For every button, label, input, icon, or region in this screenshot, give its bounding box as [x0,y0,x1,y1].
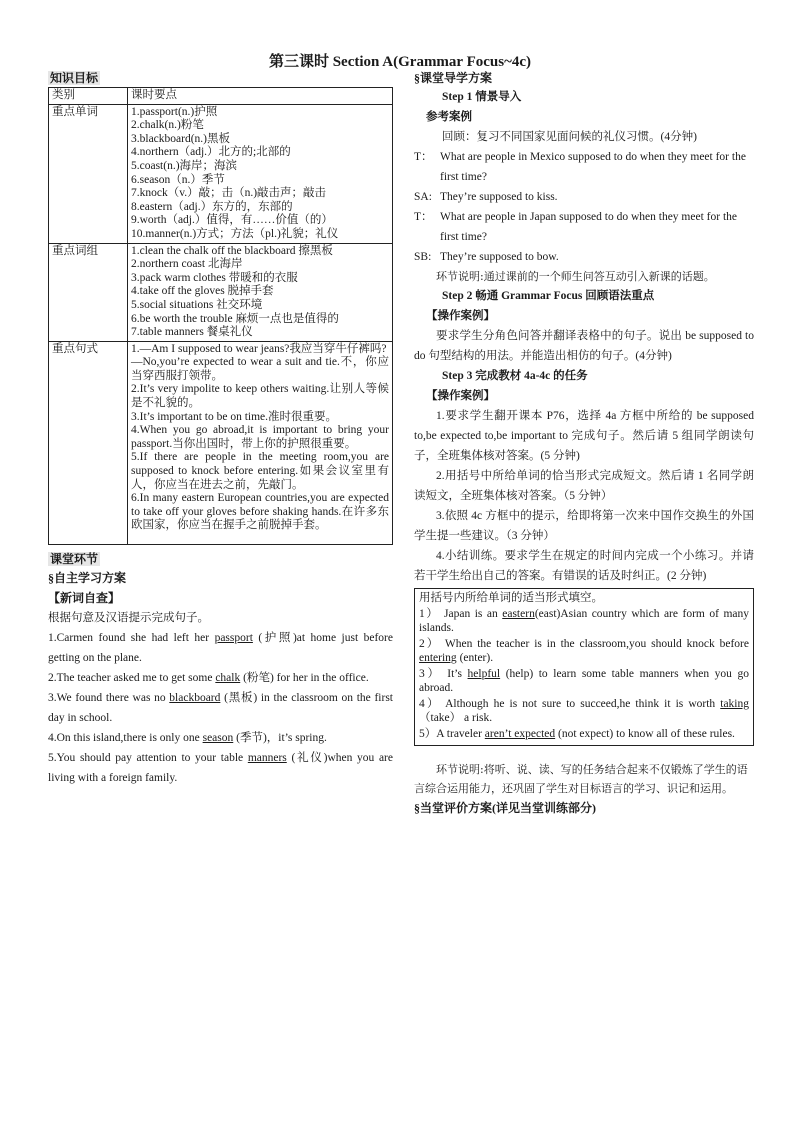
box-item: 1） Japan is an eastern(east)Asian country which are form of many islands. [419,608,749,634]
sentence-item: 6.In many eastern European countries,you are expected to take off your gloves before shaking hands.在许多东欧国家，你应当在握手之前脱掉手套。 [131,492,389,532]
word-item: 9.worth（adj.）值得，有……价值（的） [131,214,333,227]
knowledge-heading: 知识目标 [50,71,99,85]
speaker: SB: [414,251,432,263]
word-item: 8.eastern（adj.）东方的，东部的 [131,200,293,213]
speaker: T： [414,211,433,223]
table-row-sentences [49,341,393,544]
sentence-item: 3.It’s important to be on time.准时很重要。 [131,410,338,423]
step2-heading: Step 2 畅通 Grammar Focus 回顾语法重点 [442,290,655,302]
exercise-instruction: 根据句意及汉语提示完成句子。 [48,612,209,624]
exercise-answer: manners [247,752,287,764]
word-item: 4.northern（adj.）北方的;北部的 [131,146,291,159]
box-item: 4） Although he is not sure to succeed,he think it is worth taking（take） a risk. [419,698,749,724]
word-item: 6.season（n.）季节 [131,173,225,186]
exercise-answer: passport [214,632,253,644]
sentence-item: 2.It’s very impolite to keep others waiting.让别人等候是不礼貌的。 [131,383,389,410]
step1-heading: Step 1 情景导入 [442,91,522,103]
dialogue-line: SB: They’re supposed to bow. [414,247,754,267]
op-case-heading: 【操作案例】 [426,310,495,322]
box-answer: eastern [502,608,535,620]
table-row-words [49,104,393,243]
knowledge-table [48,87,393,545]
word-item: 5.coast(n.)海岸；海滨 [131,159,238,172]
box-item: 3） It’s helpful (help) to learn some table manners when you go abroad. [419,668,749,694]
exercise-answer: chalk [215,672,241,684]
exercise-answer: blackboard [169,692,221,704]
review-text: 回顾：复习不同国家见面问候的礼仪习惯。(4分钟) [442,131,697,143]
table-header-points: 课时要点 [128,88,393,105]
word-item: 3.blackboard(n.)黑板 [131,132,230,145]
phrases-list [128,243,393,341]
phrase-item: 4.take off the gloves 脱掉手套 [131,285,274,298]
section-note: 环节说明:将听、说、读、写的任务结合起来不仅锻炼了学生的语言综合运用能力，还巩固了学生对目标语言的学习、识记和运用。 [414,763,748,795]
left-column [48,70,393,788]
step3-item: 1.要求学生翻开课本 P76，选择 4a 方框中所给的 be supposed to,be expected to,be important to 完成句子。然后请 5 组同学朗读句子，全班集体核对答案。(5 分钟) [414,410,754,462]
table-header-row [49,88,393,105]
exercise-item: 3.We found there was no blackboard (黑板) in the classroom on the first day in school. [48,692,393,724]
ref-case-heading: 参考案例 [426,111,472,123]
step3-item: 2.用括号中所给单词的恰当形式完成短文。然后请 1 名同学朗读短文，全班集体核对答案。（5 分钟） [414,470,754,502]
words-list [128,104,393,243]
word-item: 2.chalk(n.)粉笔 [131,119,204,132]
step2-text: 要求学生分角色问答并翻译表格中的句子。说出 be supposed to do 句型结构的用法。并能造出相仿的句子。(4分钟) [414,330,754,362]
exercise-item: 4.On this island,there is only one season (季节)，it’s spring. [48,732,327,744]
new-words-heading: 【新词自查】 [48,591,121,605]
sentence-item: 5.If there are people in the meeting room,you are supposed to knock before entering.如果会议室里有人，你应当在进去之前，先敲门。 [131,451,389,491]
box-item: 5）A traveler aren’t expected (not expect) to know all of these rules. [419,728,735,740]
eval-heading: §当堂评价方案(详见当堂训练部分) [414,801,596,815]
category-phrases: 重点词组 [49,243,128,341]
guide-heading: §课堂导学方案 [414,71,493,85]
phrase-item: 6.be worth the trouble 麻烦一点也是值得的 [131,312,339,325]
step3-item: 4.小结训练。要求学生在规定的时间内完成一个小练习。并请若干学生给出自己的答案。有错误的话及时纠正。(2 分钟) [414,550,754,582]
sentence-item: 4.When you go abroad,it is important to bring your passport.当你出国时，带上你的护照很重要。 [131,424,389,450]
box-title: 用括号内所给单词的适当形式填空。 [419,592,603,604]
dialogue-line: SA: They’re supposed to kiss. [414,187,754,207]
sentence-item: 1.—Am I supposed to wear jeans?我应当穿牛仔裤吗? [131,342,387,355]
dialogue-line: T： What are people in Mexico supposed to do when they meet for the first time? [414,147,754,187]
dialogue-line: T： What are people in Japan supposed to do when they meet for the first time? [414,207,754,247]
word-item: 1.passport(n.)护照 [131,105,218,118]
word-item: 10.manner(n.)方式；方法（pl.)礼貌；礼仪 [131,227,339,240]
category-sentences: 重点句式 [49,341,128,544]
exercise-item: 1.Carmen found she had left her passport (护照)at home just before getting on the plane. [48,632,393,664]
page-title: 第三课时 Section A(Grammar Focus~4c) [268,54,532,70]
exercise-answer: season [202,732,234,744]
step3-item: 3.依照 4c 方框中的提示，给即将第一次来中国作交换生的外国学生提一些建议。（3 分钟） [414,510,754,542]
box-answer: aren’t expected [484,728,556,740]
phrase-item: 5.social situations 社交环境 [131,298,263,311]
right-column [414,70,754,818]
step3-heading: Step 3 完成教材 4a-4c 的任务 [442,370,588,382]
sentence-item: —No,you’re expected to wear a suit and tie.不，你应当穿西服打领带。 [131,356,389,382]
table-row-phrases [49,243,393,341]
word-item: 7.knock（v.）敲；击（n.)敲击声；敲击 [131,187,327,200]
speaker: T： [414,151,433,163]
box-answer: taking [720,698,749,710]
phrase-item: 1.clean the chalk off the blackboard 擦黑板 [131,244,333,257]
table-header-category: 类别 [49,88,128,105]
phrase-item: 2.northern coast 北海岸 [131,258,243,271]
exercise-item: 5.You should pay attention to your table manners (礼仪)when you are living with a foreign family. [48,752,393,784]
sentences-list [128,341,393,544]
self-study-heading: §自主学习方案 [48,571,127,585]
box-item: 2） When the teacher is in the classroom,you should knock before entering (enter). [419,638,749,664]
phrase-item: 3.pack warm clothes 带暖和的衣服 [131,271,298,284]
class-heading: 课堂环节 [50,552,99,566]
fill-in-box [414,588,754,746]
category-words: 重点单词 [49,104,128,243]
op-case-heading: 【操作案例】 [426,390,495,402]
exercise-item: 2.The teacher asked me to get some chalk (粉笔) for her in the office. [48,672,369,684]
box-answer: helpful [467,668,501,680]
phrase-item: 7.table manners 餐桌礼仪 [131,326,253,339]
box-answer: entering [419,652,457,664]
speaker: SA: [414,191,432,203]
section-note: 环节说明:通过课前的一个师生问答互动引入新课的话题。 [436,270,715,283]
